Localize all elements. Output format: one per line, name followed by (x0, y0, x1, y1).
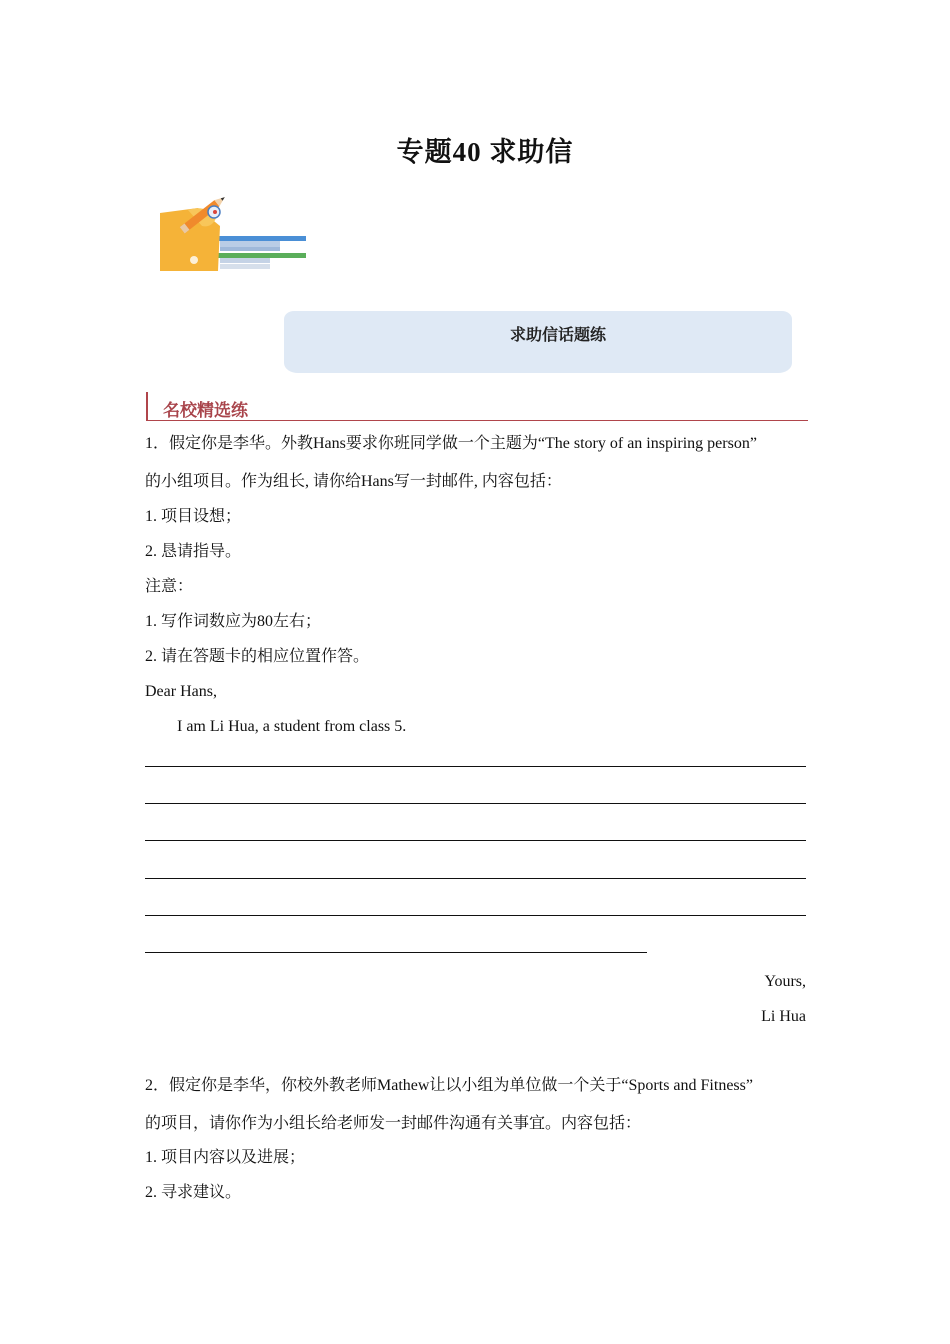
q2-prompt-line2: 的项目，请你作为小组长给老师发一封邮件沟通有关事宜。内容包括： (145, 1115, 642, 1132)
answer-line (145, 766, 806, 767)
q1-closing: Yours, (764, 973, 806, 990)
q1-opening: I am Li Hua, a student from class 5. (177, 718, 407, 735)
answer-line (145, 952, 647, 953)
q2-prompt-line1: 2．假定你是李华，你校外教老师Mathew让以小组为单位做一个关于“Sports and Fitness” (145, 1077, 753, 1094)
answer-line (145, 803, 806, 804)
q1-note1: 1. 写作词数应为80左右； (145, 613, 322, 630)
pencil-books-illustration (158, 178, 308, 273)
q1-greeting: Dear Hans, (145, 683, 217, 700)
page-title: 专题40 求助信 (396, 137, 574, 167)
q1-note2: 2. 请在答题卡的相应位置作答。 (145, 648, 370, 665)
q1-prompt-line2: 的小组项目。作为组长, 请你给Hans写一封邮件, 内容包括： (145, 473, 562, 490)
q2-item2: 2. 寻求建议。 (145, 1184, 242, 1201)
q1-item2: 2. 恳请指导。 (145, 543, 242, 560)
q1-item1: 1. 项目设想； (145, 508, 242, 525)
q2-item1: 1. 项目内容以及进展； (145, 1149, 306, 1166)
q1-signature: Li Hua (761, 1008, 806, 1025)
book-icon (218, 236, 306, 241)
answer-line (145, 915, 806, 916)
q1-note-label: 注意： (145, 578, 194, 595)
section-title: 名校精选练 (163, 401, 248, 420)
answer-line (145, 840, 806, 841)
q1-prompt-line1: 1．假定你是李华。外教Hans要求你班同学做一个主题为“The story of an inspiring person” (145, 435, 757, 452)
topic-banner-label: 求助信话题练 (509, 327, 606, 344)
answer-line (145, 878, 806, 879)
